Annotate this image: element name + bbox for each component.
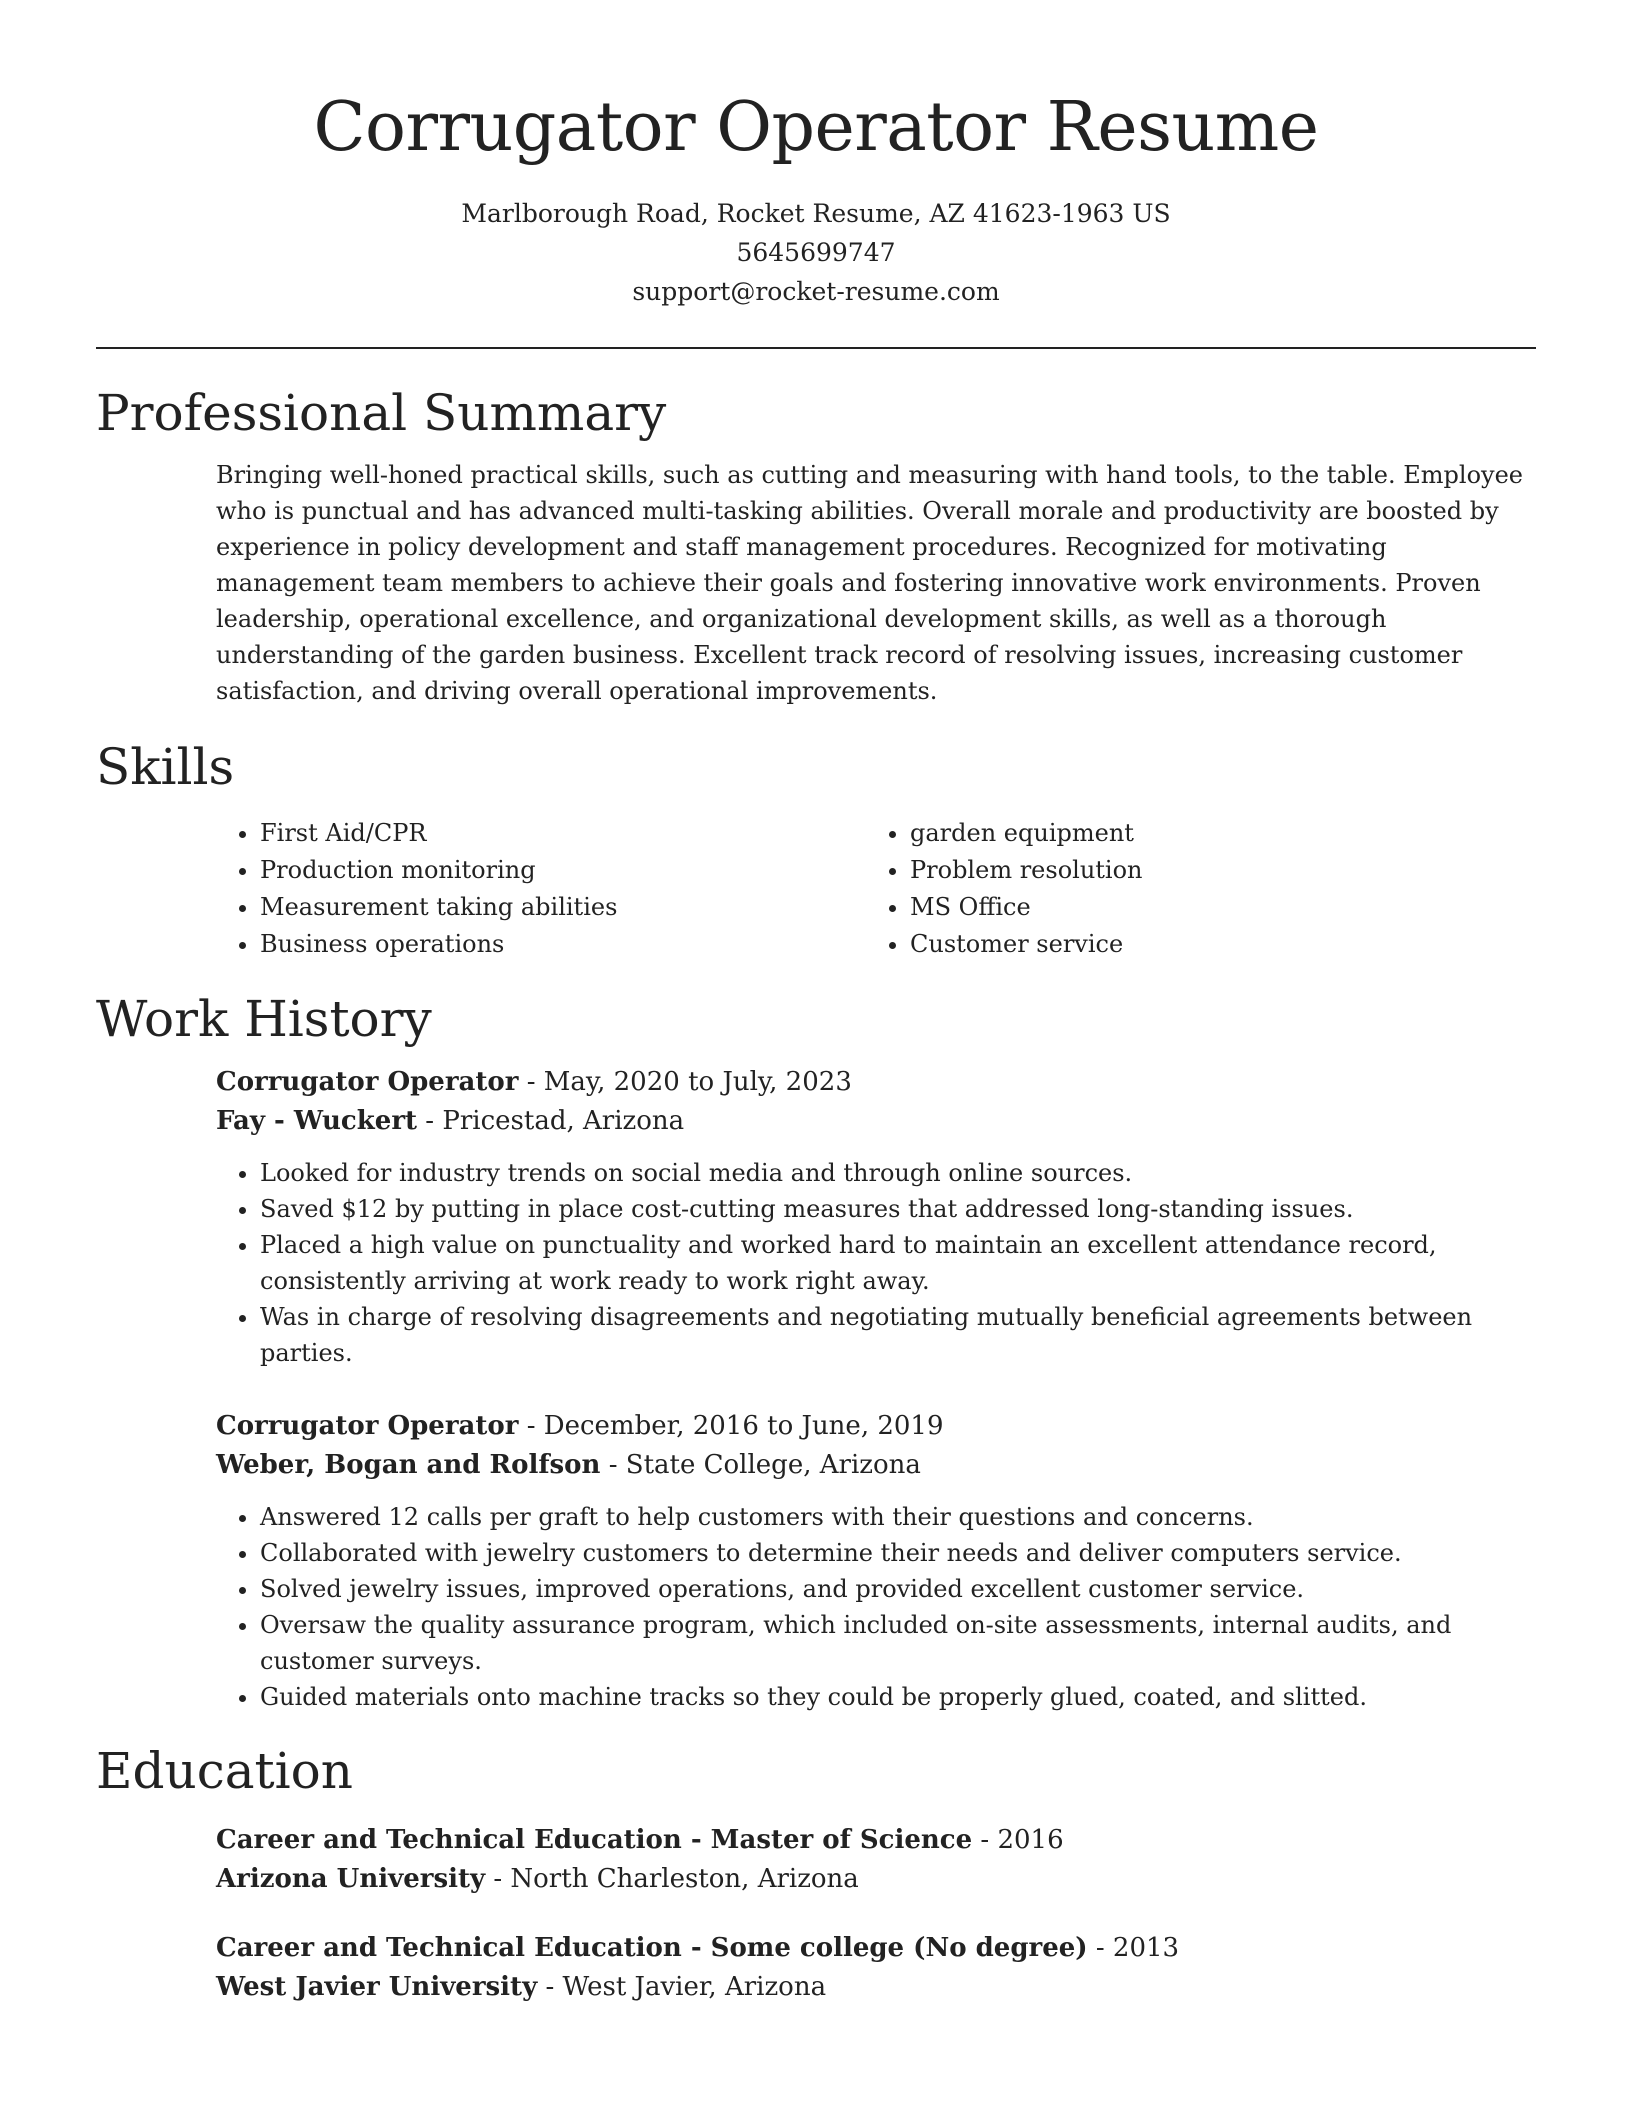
job-bullets: [216, 1499, 1536, 1715]
resume-header: [96, 0, 1536, 311]
job-company-line: [216, 1102, 1536, 1141]
header-divider: [96, 347, 1536, 349]
contact-address: Marlborough Road, Rocket Resume, AZ 41623-1963 US: [461, 199, 1171, 228]
skill-item: • Business operations: [260, 926, 866, 963]
education-location: - West Javier, Arizona: [537, 1972, 827, 2002]
education-year: - 2013: [1087, 1933, 1180, 1963]
skill-item: • Customer service: [910, 926, 1516, 963]
work-history-section: [96, 989, 1536, 1715]
job-location: - Pricestad, Arizona: [417, 1106, 685, 1136]
job-bullet: • Guided materials onto machine tracks so they could be properly glued, coated, and slitted.: [260, 1679, 1536, 1715]
skills-grid: [216, 815, 1536, 963]
job-entry: [216, 1407, 1536, 1715]
job-location: - State College, Arizona: [600, 1450, 921, 1480]
job-bullet: • Was in charge of resolving disagreements and negotiating mutually beneficial agreements between parties.: [260, 1299, 1536, 1371]
job-dates: - December, 2016 to June, 2019: [518, 1411, 944, 1441]
section-heading-summary: Professional Summary: [96, 384, 667, 442]
job-company-line: [216, 1446, 1536, 1485]
section-heading-work: Work History: [96, 990, 432, 1048]
contact-phone: 5645699747: [736, 238, 896, 267]
job-bullet: • Looked for industry trends on social media and through online sources.: [260, 1155, 1536, 1191]
resume-title: Corrugator Operator Resume: [313, 88, 1319, 167]
skill-item: • Production monitoring: [260, 852, 866, 889]
education-school-line: [216, 1968, 1536, 2007]
section-heading-education: Education: [96, 1742, 353, 1800]
job-bullet: • Solved jewelry issues, improved operations, and provided excellent customer service.: [260, 1571, 1536, 1607]
education-field-line: [216, 1929, 1536, 1968]
job-bullet: • Collaborated with jewelry customers to determine their needs and deliver computers service.: [260, 1535, 1536, 1571]
job-title: Corrugator Operator: [216, 1067, 519, 1097]
job-company: Fay - Wuckert: [216, 1106, 418, 1136]
job-title-line: [216, 1407, 1536, 1446]
summary-text: Bringing well-honed practical skills, such as cutting and measuring with hand tools, to the table. Employee who is punctual and has advanced multi-tasking abilities. Overall morale and productivity are boosted by experience in policy development and staff management procedures. Recognized for motivating management team members to achieve their goals and fostering innovative work environments. Proven leadership, operational excellence, and organizational development skills, as well as a thorough understanding of the garden business. Excellent track record of resolving issues, increasing customer satisfaction, and driving overall operational improvements.: [216, 461, 1523, 705]
job-entry: [216, 1063, 1536, 1371]
education-entry: [216, 1929, 1536, 2007]
skill-item: • First Aid/CPR: [260, 815, 866, 852]
contact-email: support@rocket-resume.com: [632, 277, 1000, 306]
education-year: - 2016: [972, 1825, 1064, 1855]
job-bullet: • Answered 12 calls per graft to help customers with their questions and concerns.: [260, 1499, 1536, 1535]
job-dates: - May, 2020 to July, 2023: [518, 1067, 852, 1097]
education-field: Career and Technical Education - Some college (No degree): [216, 1933, 1088, 1963]
skill-item: • Measurement taking abilities: [260, 889, 866, 926]
job-company: Weber, Bogan and Rolfson: [216, 1450, 601, 1480]
skill-item: • Problem resolution: [910, 852, 1516, 889]
job-bullet: • Placed a high value on punctuality and worked hard to maintain an excellent attendance record, consistently arriving at work ready to work right away.: [260, 1227, 1536, 1299]
education-entry: [216, 1821, 1536, 1899]
skills-column-right: [866, 815, 1516, 963]
education-section: [96, 1741, 1536, 2007]
job-bullet: • Saved $12 by putting in place cost-cutting measures that addressed long-standing issues.: [260, 1191, 1536, 1227]
contact-info: [96, 194, 1536, 311]
skill-item: • garden equipment: [910, 815, 1516, 852]
skills-section: [96, 737, 1536, 963]
skills-column-left: [216, 815, 866, 963]
section-heading-skills: Skills: [96, 738, 235, 796]
job-title-line: [216, 1063, 1536, 1102]
education-school: West Javier University: [216, 1972, 538, 2002]
education-field: Career and Technical Education - Master of Science: [216, 1825, 973, 1855]
job-bullets: [216, 1155, 1536, 1371]
education-location: - North Charleston, Arizona: [485, 1864, 859, 1894]
education-field-line: [216, 1821, 1536, 1860]
job-title: Corrugator Operator: [216, 1411, 519, 1441]
skill-item: • MS Office: [910, 889, 1516, 926]
education-school: Arizona University: [216, 1864, 486, 1894]
job-bullet: • Oversaw the quality assurance program, which included on-site assessments, internal audits, and customer surveys.: [260, 1607, 1536, 1679]
education-school-line: [216, 1860, 1536, 1899]
professional-summary-section: [96, 383, 1536, 709]
